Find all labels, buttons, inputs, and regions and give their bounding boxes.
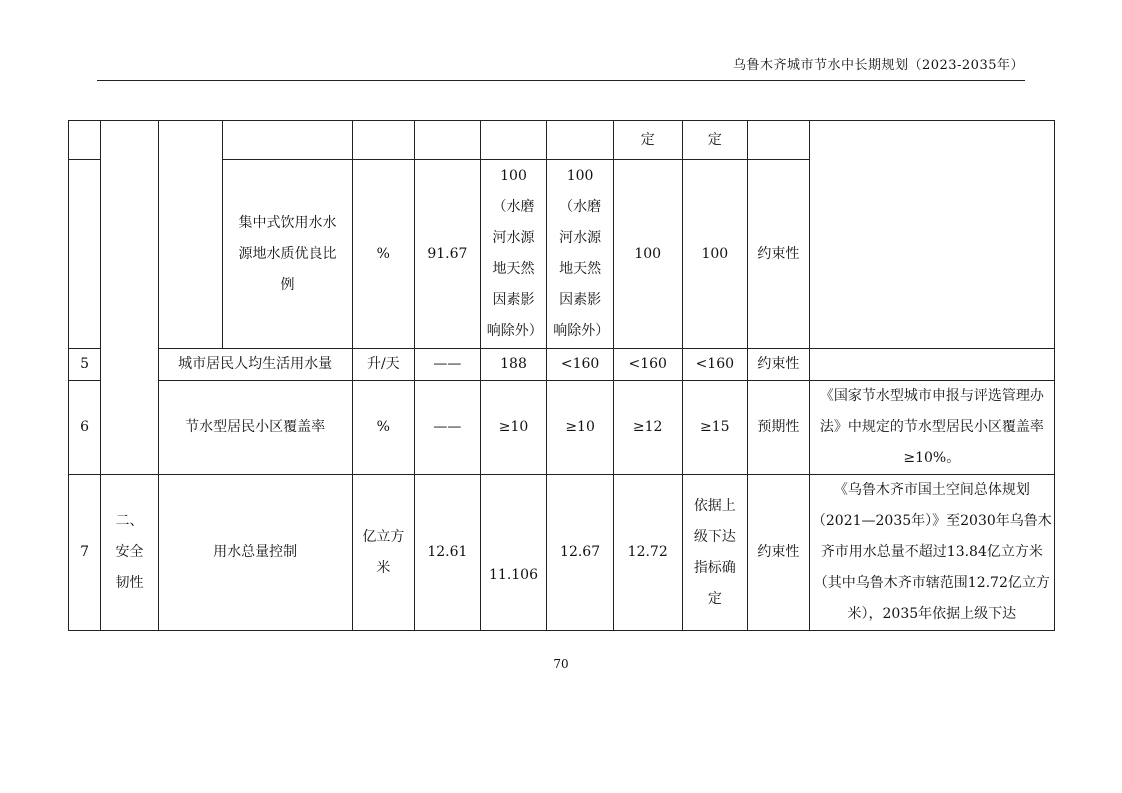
cell-num <box>69 121 101 160</box>
cell-note: 《乌鲁木齐市国土空间总体规划（2021—2035年）》至2030年乌鲁木齐市用水总量不超过13.84亿立方米（其中乌鲁木齐市辖范围12.72亿立方米），2035年依据上级下达 <box>809 475 1054 631</box>
cell-value: 定 <box>682 121 748 160</box>
cell-indicator: 城市居民人均生活用水量 <box>158 349 352 381</box>
cell-num: 6 <box>69 381 101 475</box>
cell-unit: 亿立方米 <box>352 475 415 631</box>
cell-value: ≥12 <box>613 381 682 475</box>
cell-base: 12.61 <box>415 475 481 631</box>
cell-value: 12.67 <box>547 475 614 631</box>
cell-value <box>547 121 614 160</box>
cell-base <box>415 121 481 160</box>
cell-unit: % <box>352 381 415 475</box>
cell-indicator: 集中式饮用水水源地水质优良比例 <box>223 160 352 349</box>
cell-note <box>809 349 1054 381</box>
cell-value: 100（水磨河水源地天然因素影响除外） <box>480 160 547 349</box>
cell-value: 12.72 <box>613 475 682 631</box>
cell-attr <box>748 121 810 160</box>
cell-value: ≥10 <box>480 381 547 475</box>
cell-value: 100（水磨河水源地天然因素影响除外） <box>547 160 614 349</box>
table-row <box>69 349 1055 381</box>
cell-category <box>101 121 159 475</box>
cell-category: 二、安全韧性 <box>101 475 159 631</box>
table-row <box>69 475 1055 631</box>
cell-value: 100 <box>682 160 748 349</box>
header-divider <box>97 80 1025 81</box>
cell-value: <160 <box>682 349 748 381</box>
cell-value: 100 <box>613 160 682 349</box>
indicator-table <box>68 120 1055 631</box>
page-number: 70 <box>553 657 569 671</box>
cell-base: —— <box>415 381 481 475</box>
cell-attr: 约束性 <box>748 160 810 349</box>
cell-note <box>809 121 1054 349</box>
cell-value: <160 <box>613 349 682 381</box>
cell-value: 定 <box>613 121 682 160</box>
cell-num: 7 <box>69 475 101 631</box>
cell-value <box>480 121 547 160</box>
cell-note: 《国家节水型城市申报与评选管理办法》中规定的节水型居民小区覆盖率≥10%。 <box>809 381 1054 475</box>
cell-num: 5 <box>69 349 101 381</box>
cell-base: 91.67 <box>415 160 481 349</box>
table-row <box>69 121 1055 160</box>
cell-indicator: 用水总量控制 <box>158 475 352 631</box>
cell-unit <box>352 121 415 160</box>
cell-attr: 预期性 <box>748 381 810 475</box>
cell-value: ≥15 <box>682 381 748 475</box>
cell-value: ≥10 <box>547 381 614 475</box>
cell-value: 11.106 <box>480 475 547 631</box>
cell-value: 188 <box>480 349 547 381</box>
header-title: 乌鲁木齐城市节水中长期规划（2023-2035年） <box>732 58 1024 73</box>
cell-value: 依据上级下达指标确定 <box>682 475 748 631</box>
cell-value: <160 <box>547 349 614 381</box>
cell-indicator: 节水型居民小区覆盖率 <box>158 381 352 475</box>
cell-attr: 约束性 <box>748 475 810 631</box>
cell-unit: % <box>352 160 415 349</box>
cell-unit: 升/天 <box>352 349 415 381</box>
cell-subcategory <box>158 121 223 349</box>
cell-attr: 约束性 <box>748 349 810 381</box>
table-row <box>69 381 1055 475</box>
cell-base: —— <box>415 349 481 381</box>
cell-indicator <box>223 121 352 160</box>
cell-num <box>69 160 101 349</box>
